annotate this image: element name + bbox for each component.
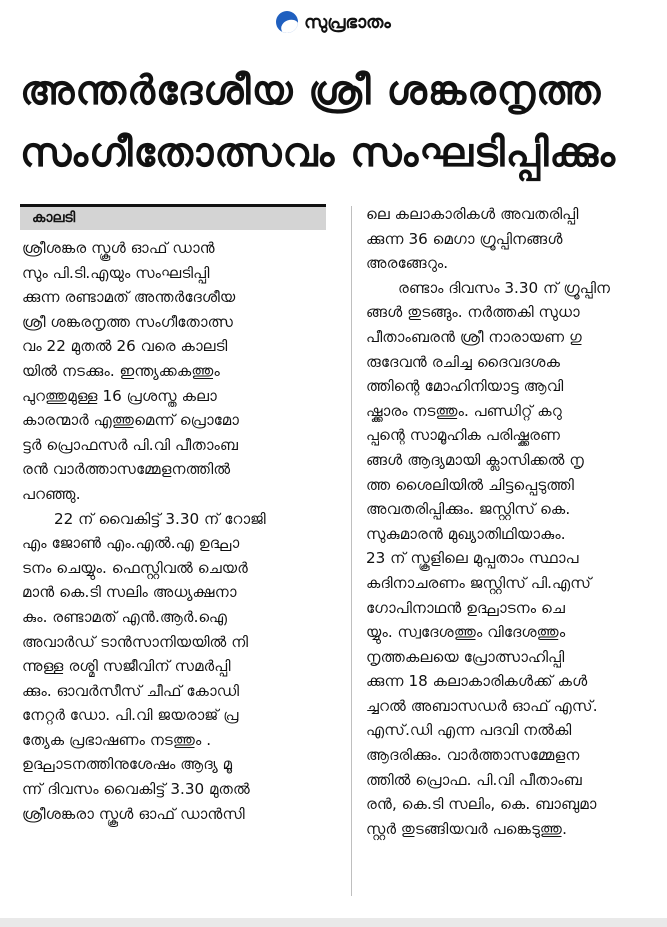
newspaper-name: സുപ്രഭാതം xyxy=(304,11,391,33)
article-line: രൻ വാർത്താസമ്മേളനത്തിൽ xyxy=(22,460,231,479)
article-line: രണ്ടാം ദിവസം 3.30 ന് ഗ്രൂപ്പിന xyxy=(398,278,611,297)
article-line: സും പി.ടി.എയും സംഘടിപ്പി xyxy=(22,263,210,282)
article-line: ങ്ങൾ തുടങ്ങും. നർത്തകി സുധാ xyxy=(366,303,580,322)
newspaper-logo-icon xyxy=(276,11,298,33)
article-line: എം ജോൺ എം.എൽ.എ ഉദ്ഘാ xyxy=(22,534,240,553)
dateline: കാലടി xyxy=(32,210,76,226)
article-line: പറഞ്ഞു. xyxy=(22,484,81,503)
article-line: അവതരിപ്പിക്കും. ജസ്റ്റിസ് കെ. xyxy=(366,500,571,519)
article-line: 23 ന് സ്കൂളിലെ മുപ്പതാം സ്ഥാപ xyxy=(366,549,579,568)
article-line: ശ്രീ ശങ്കരനൃത്ത സംഗീതോത്സ xyxy=(22,312,234,331)
article-line: ടനം ചെയ്യും. ഫെസ്റ്റിവൽ ചെയർ xyxy=(22,558,248,577)
article-line: യിൽ നടക്കും. ഇന്ത്യക്കകത്തും xyxy=(22,361,220,380)
article-line: ങ്ങൾ ആദ്യമായി ക്ലാസിക്കൽ നൃ xyxy=(366,450,584,469)
dateline-bar xyxy=(20,204,326,230)
article-line: കാരന്മാർ എത്തുമെന്ന് പ്രൊമോ xyxy=(22,411,239,430)
article-line: സ്റ്റർ തുടങ്ങിയവർ പങ്കെടുത്തു. xyxy=(366,819,567,838)
article-line: ക്കുന്ന 36 മെഗാ ഗ്രൂപ്പിനങ്ങൾ xyxy=(366,229,563,248)
article-line: അരങ്ങേറും. xyxy=(366,254,449,273)
article-line: ശ്രീശങ്കര സ്കൂൾ ഓഫ് ഡാൻ xyxy=(22,239,215,257)
headline-line-2: സംഗീതോത്സവം സംഘടിപ്പിക്കും xyxy=(20,130,616,176)
article-line: ന്നുള്ള രശ്മി സജീവിന് സമർപ്പി xyxy=(22,657,231,676)
headline xyxy=(20,60,650,184)
article-line: ക്കും. ഓവർസീസ് ചീഫ് കോഡി xyxy=(22,681,240,700)
column-divider xyxy=(351,206,352,896)
article-line: ലെ കലാകാരികൾ അവതരിപ്പി xyxy=(366,205,579,223)
article-line: നേറ്റർ ഡോ. പി.വി ജയരാജ് പ്ര xyxy=(22,706,239,725)
article-line: ഷ്ക്കാരം നടത്തും. പണ്ഡിറ്റ് കറു xyxy=(366,401,562,420)
article-line: ആദരിക്കും. വാർത്താസമ്മേളന xyxy=(366,746,580,765)
article-line: ത്യേക പ്രഭാഷണം നടത്തും . xyxy=(22,730,212,749)
article-column-left xyxy=(22,236,334,826)
article-line: സുകുമാരൻ മുഖ്യാതിഥിയാകും. xyxy=(366,524,566,543)
article-line: കദിനാചരണം ജസ്റ്റിസ് പി.എസ് xyxy=(366,573,592,592)
article-line: പീതാംബരൻ ശ്രീ നാരായണ ഗു xyxy=(366,327,582,346)
headline-line-1: അന്തർദേശീയ ശ്രീ ശങ്കരനൃത്ത xyxy=(20,68,602,114)
article-line: ത്തിൽ പ്രൊഫ. പി.വി പീതാംബ xyxy=(366,770,582,789)
article-line: ക്കുന്ന 18 കലാകാരികൾക്ക് കൾ xyxy=(366,672,588,691)
article-line: അവാർഡ് ടാൻസാനിയയിൽ നി xyxy=(22,632,249,651)
article-line: പുറത്തുമുള്ള 16 പ്രശസ്ത കലാ xyxy=(22,386,217,405)
article-line: ന്ന് ദിവസം വൈകിട്ട് 3.30 മുതൽ xyxy=(22,780,250,799)
bottom-rule xyxy=(0,918,667,927)
article-column-right xyxy=(366,202,666,841)
article-line: ട്ടർ പ്രൊഫസർ പി.വി പീതാംബ xyxy=(22,435,239,454)
article-line: മാൻ കെ.ടി സലിം അധ്യക്ഷനാ xyxy=(22,583,237,602)
article-line: ത്ത ശൈലിയിൽ ചിട്ടപ്പെടുത്തി xyxy=(366,475,574,494)
article-line: യ്യും. സ്വദേശത്തും വിദേശത്തും xyxy=(366,623,566,642)
article-line: 22 ന് വൈകിട്ട് 3.30 ന് റോജി xyxy=(54,509,266,528)
article-line: വം 22 മുതൽ 26 വരെ കാലടി xyxy=(22,337,228,356)
article-line: പ്പന്റെ സാമൂഹിക പരിഷ്ക്കരണ xyxy=(366,426,561,445)
article-line: ത്തിന്റെ മോഹിനിയാട്ട ആവി xyxy=(366,377,564,396)
article-line: രൻ, കെ.ടി സലിം, കെ. ബാബുമാ xyxy=(366,795,597,814)
article-line: ക്കുന്ന രണ്ടാമത് അന്തർദേശീയ xyxy=(22,288,236,307)
article-line: ഗോപിനാഥൻ ഉദ്ഘാടനം ചെ xyxy=(366,598,565,617)
article-line: ഉദ്ഘാടനത്തിനുശേഷം ആദ്യ മൂ xyxy=(22,755,233,774)
article-line: കും. രണ്ടാമത് എൻ.ആർ.ഐ xyxy=(22,607,228,626)
article-line: രുദേവൻ രചിച്ച ദൈവദശക xyxy=(366,352,561,371)
article-line: ച്ചറൽ അബാസഡർ ഓഫ് എസ്. xyxy=(366,696,598,715)
masthead xyxy=(0,0,667,44)
article-line: നൃത്തകലയെ പ്രോത്സാഹിപ്പി xyxy=(366,647,565,666)
article-line: എസ്.ഡി എന്ന പദവി നൽകി xyxy=(366,721,572,740)
article-line: ശ്രീശങ്കരാ സ്കൂൾ ഓഫ് ഡാൻസി xyxy=(22,804,245,823)
